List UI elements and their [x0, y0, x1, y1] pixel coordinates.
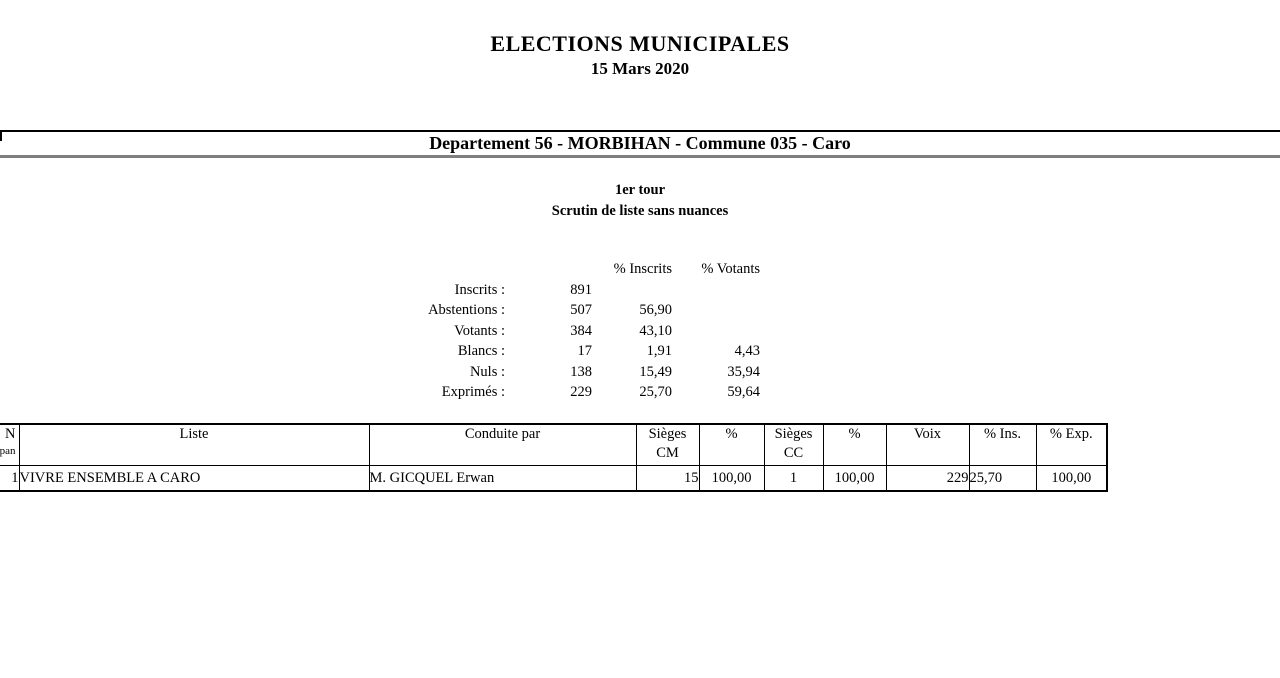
results-cell: 1 — [764, 466, 823, 492]
stat-row — [305, 362, 760, 383]
stats-header-pct-inscrits: % Inscrits — [613, 261, 672, 277]
results-col-header: % Exp. — [1036, 424, 1107, 466]
participation-stats — [305, 259, 760, 403]
page-left-border-fragment — [0, 132, 2, 141]
stats-header-spacer — [505, 259, 592, 280]
page-title: ELECTIONS MUNICIPALES — [490, 31, 790, 56]
results-cell: 1 — [0, 466, 19, 492]
results-col-header: % — [699, 424, 764, 466]
stats-header-pct-votants: % Votants — [701, 261, 760, 277]
stat-label: Exprimés : — [441, 384, 505, 400]
tour-subtitle — [0, 180, 1280, 222]
results-col-header: Sièges CC — [764, 424, 823, 466]
stat-label: Inscrits : — [454, 281, 505, 298]
stat-value: 17 — [577, 343, 592, 359]
stats-header-spacer — [305, 259, 505, 280]
results-table — [0, 423, 1108, 492]
results-header-row — [0, 424, 1107, 466]
stat-pct-votants: 35,94 — [727, 363, 760, 380]
stat-value: 507 — [570, 302, 592, 318]
stat-pct-votants — [672, 280, 760, 301]
stat-pct-inscrits — [592, 280, 672, 301]
stat-value: 891 — [570, 281, 592, 298]
results-row — [0, 466, 1107, 492]
results-cell: VIVRE ENSEMBLE A CARO — [19, 466, 369, 492]
stat-row — [305, 321, 760, 342]
tour-line: 1er tour — [614, 182, 666, 198]
stat-value: 138 — [570, 363, 592, 380]
results-cell: 100,00 — [699, 466, 764, 492]
stat-pct-votants — [672, 321, 760, 342]
results-col-header: % — [823, 424, 886, 466]
results-cell: 100,00 — [1036, 466, 1107, 492]
stat-pct-votants: 4,43 — [734, 343, 760, 359]
stat-value: 384 — [570, 322, 592, 339]
results-col-header: Sièges CM — [636, 424, 699, 466]
results-col-header: Liste — [19, 424, 369, 466]
stat-pct-inscrits: 56,90 — [639, 302, 672, 318]
stat-pct-votants — [672, 300, 760, 321]
results-col-header: N pan — [0, 424, 19, 466]
scrutin-line: Scrutin de liste sans nuances — [551, 203, 729, 219]
stats-header-row — [305, 259, 760, 280]
stat-row — [305, 341, 760, 362]
results-col-header: Voix — [886, 424, 969, 466]
department-banner — [0, 130, 1280, 158]
results-section — [0, 423, 1108, 492]
results-col-header: % Ins. — [969, 424, 1036, 466]
stat-label: Nuls : — [469, 363, 505, 380]
document-header — [0, 30, 1280, 81]
stat-label: Abstentions : — [428, 302, 505, 318]
stat-label: Votants : — [454, 322, 505, 339]
stat-value: 229 — [570, 384, 592, 400]
stat-row — [305, 280, 760, 301]
results-col-header: Conduite par — [369, 424, 636, 466]
department-banner-text: Departement 56 - MORBIHAN - Commune 035 - Caro — [429, 133, 851, 153]
stat-label: Blancs : — [457, 343, 505, 359]
stat-pct-inscrits: 43,10 — [639, 322, 672, 339]
stat-pct-inscrits: 15,49 — [639, 363, 672, 380]
results-cell: 100,00 — [823, 466, 886, 492]
results-cell: M. GICQUEL Erwan — [369, 466, 636, 492]
results-cell: 25,70 — [969, 466, 1036, 492]
election-date: 15 Mars 2020 — [590, 59, 690, 78]
results-cell: 15 — [636, 466, 699, 492]
stat-pct-inscrits: 25,70 — [639, 384, 672, 400]
results-cell: 229 — [886, 466, 969, 492]
stats-rows — [305, 280, 760, 403]
stat-row — [305, 382, 760, 403]
stat-row — [305, 300, 760, 321]
stat-pct-votants: 59,64 — [727, 384, 760, 400]
stat-pct-inscrits: 1,91 — [646, 343, 672, 359]
